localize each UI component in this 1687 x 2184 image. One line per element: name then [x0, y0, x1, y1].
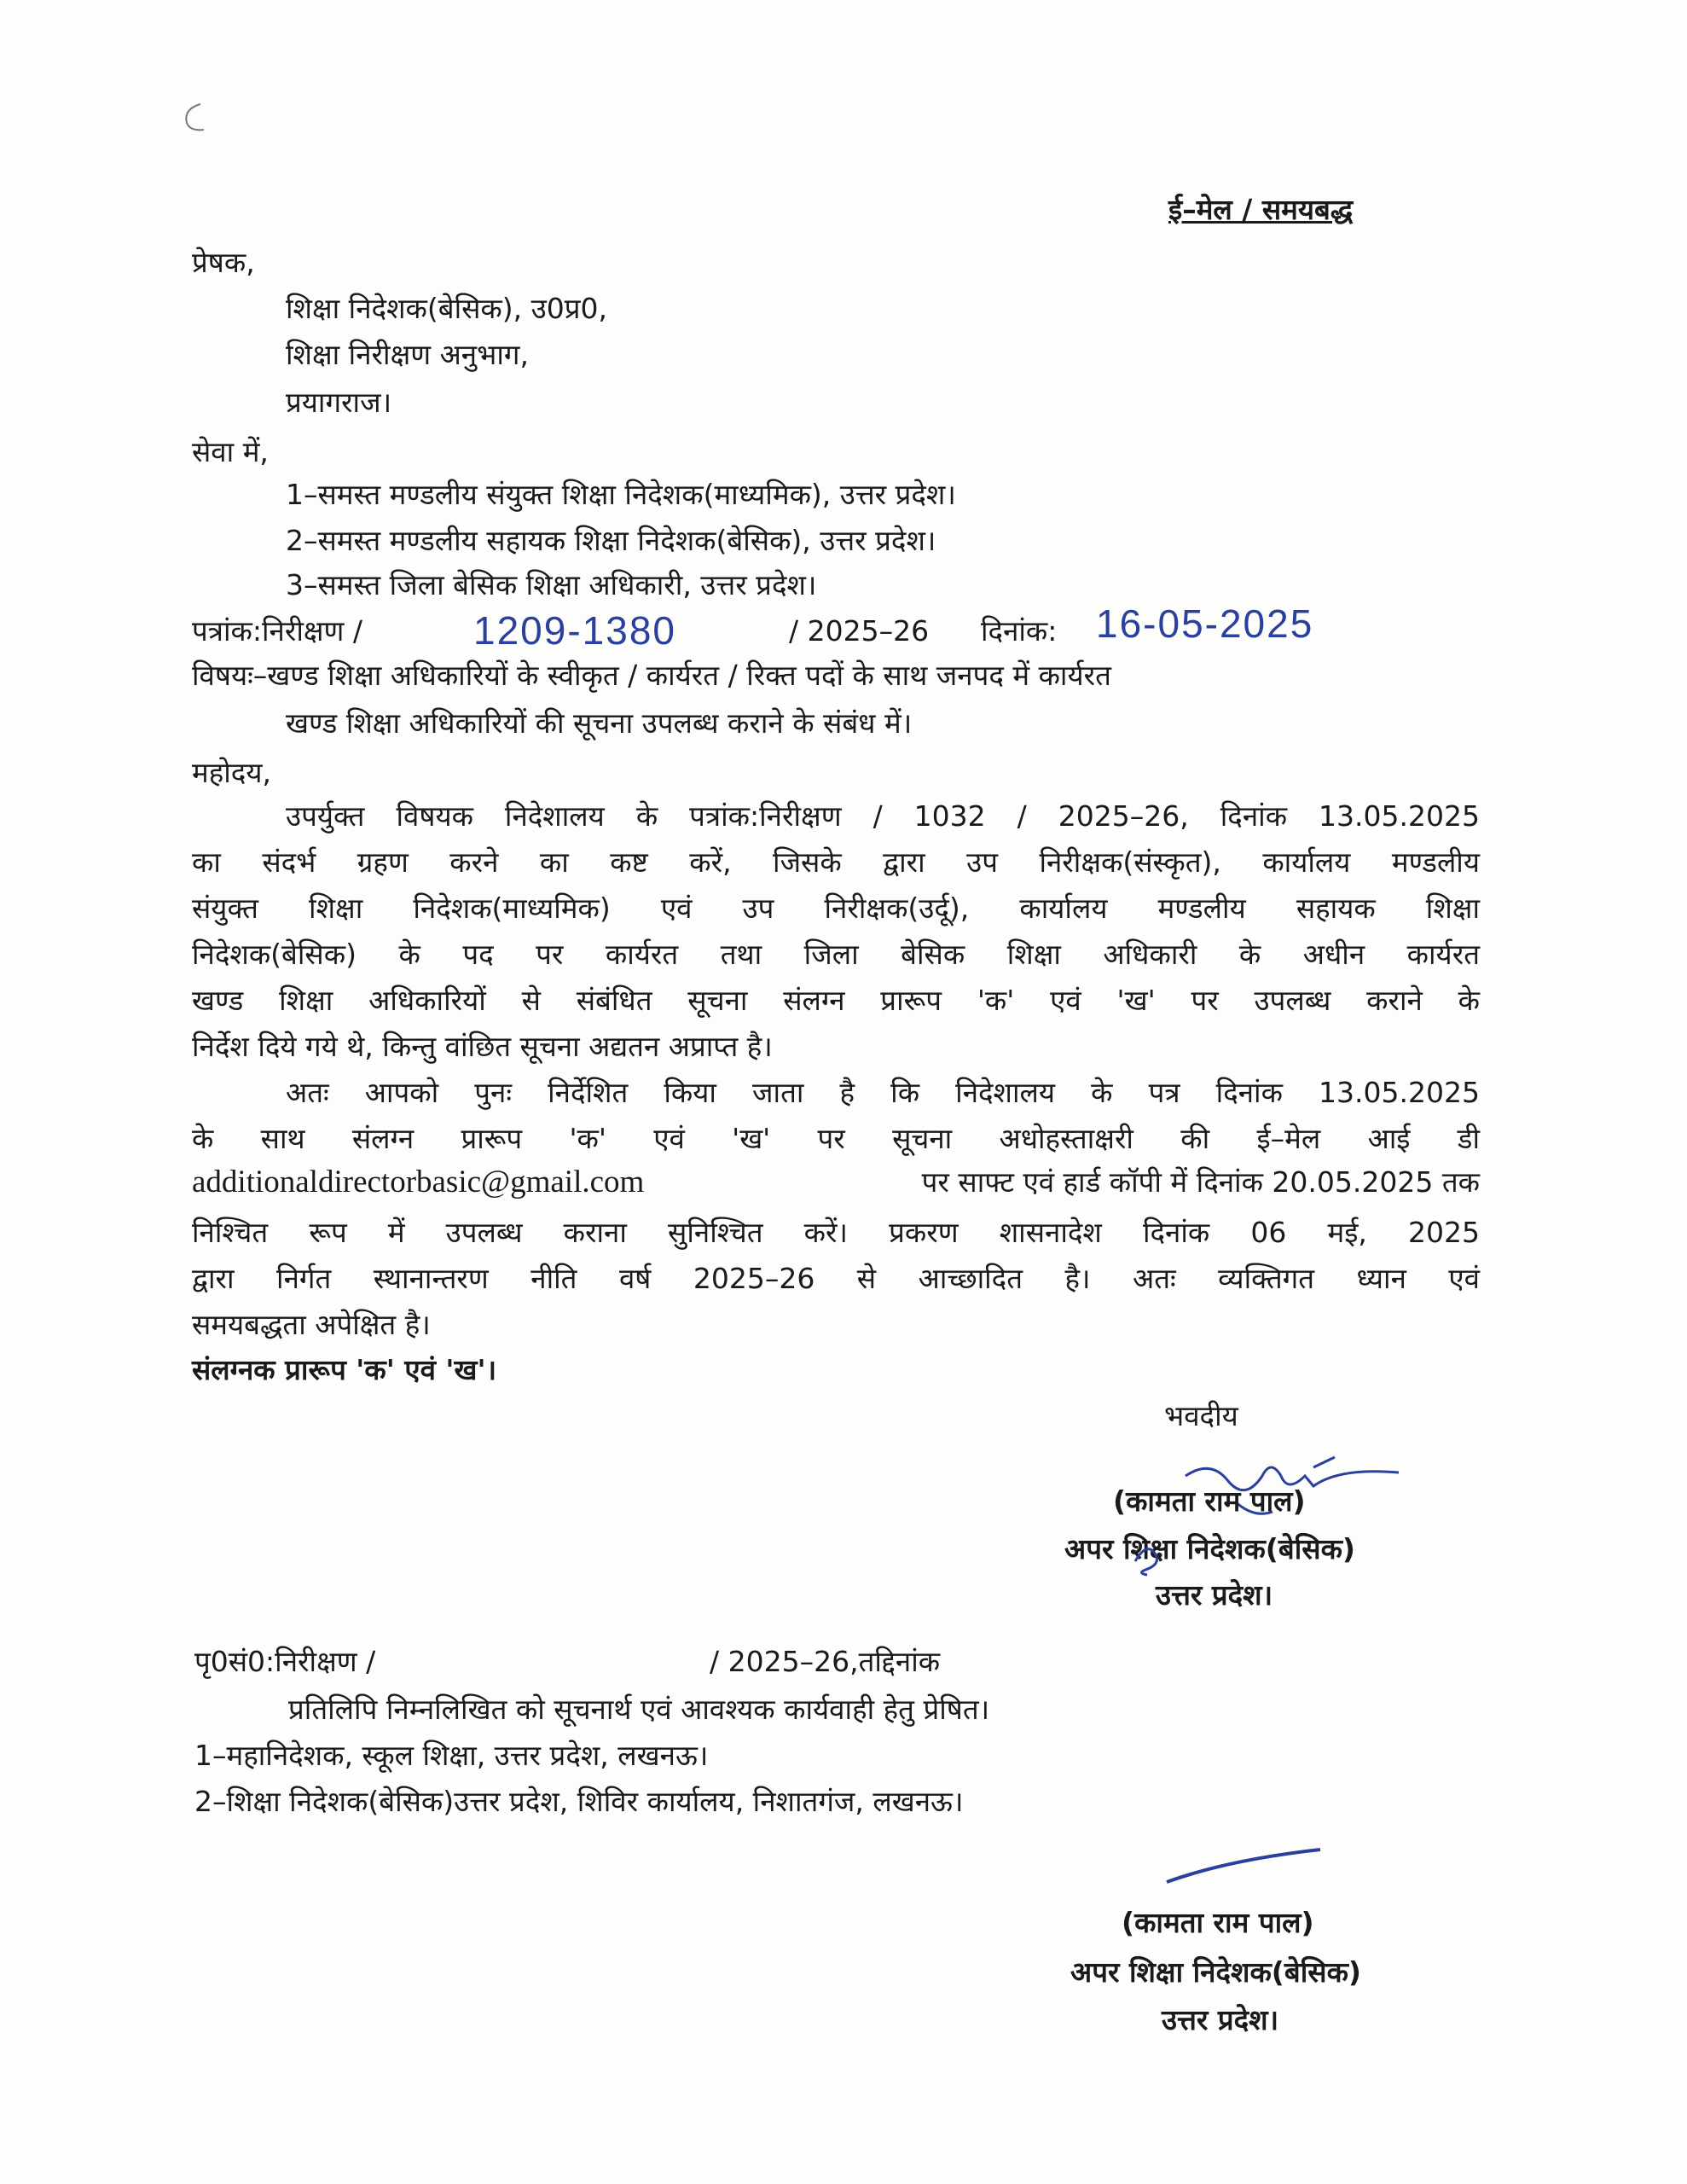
body-line: संयुक्त शिक्षा निदेशक(माध्यमिक) एवं उप निरीक्षक(उर्दू), कार्यालय मण्डलीय सहायक शिक्षा: [192, 892, 1480, 925]
endorsement-item: 2–शिक्षा निदेशक(बेसिक)उत्तर प्रदेश, शिविर कार्यालय, निशातगंज, लखनऊ।: [194, 1785, 964, 1818]
signatory-name: (कामता राम पाल): [1122, 1906, 1314, 1939]
recipient-item: 1–समस्त मण्डलीय संयुक्त शिक्षा निदेशक(माध्यमिक), उत्तर प्रदेश।: [286, 478, 956, 511]
body-line-email: [192, 1164, 1480, 1201]
salutation: महोदय,: [192, 756, 271, 789]
subject-line: विषयः–खण्ड शिक्षा अधिकारियों के स्वीकृत / कार्यरत / रिक्त पदों के साथ जनपद में कार्यरत: [192, 659, 1111, 692]
scan-mark: [175, 101, 209, 135]
sender-line: शिक्षा निरीक्षण अनुभाग,: [286, 338, 529, 371]
closing: भवदीय: [1164, 1399, 1238, 1432]
body-line: निर्देश दिये गये थे, किन्तु वांछित सूचना अद्यतन अप्राप्त है।: [192, 1030, 773, 1063]
subject-line: खण्ड शिक्षा अधिकारियों की सूचना उपलब्ध कराने के संबंध में।: [286, 706, 913, 740]
signatory-designation: अपर शिक्षा निदेशक(बेसिक): [1064, 1532, 1356, 1565]
recipient-item: 3–समस्त जिला बेसिक शिक्षा अधिकारी, उत्तर प्रदेश।: [286, 568, 817, 601]
sender-label: प्रेषक,: [192, 246, 255, 279]
ref-number-handwritten: 1209-1380: [473, 608, 676, 653]
initial-mark: [1130, 1536, 1164, 1578]
ref-date-label: दिनांक:: [981, 614, 1058, 648]
sender-line: प्रयागराज।: [286, 386, 392, 419]
signatory-state: उत्तर प्रदेश।: [1156, 1578, 1273, 1612]
endorsement-intro: प्रतिलिपि निम्नलिखित को सूचनार्थ एवं आवश्यक कार्यवाही हेतु प्रेषित।: [288, 1693, 990, 1726]
body-line: के साथ संलग्न प्रारूप 'क' एवं 'ख' पर सूचना अधोहस्ताक्षरी की ई–मेल आई डी: [192, 1122, 1480, 1155]
endorsement-ref-suffix: / 2025–26,तद्दिनांक: [710, 1645, 941, 1678]
recipients-label: सेवा में,: [192, 435, 269, 468]
recipient-item: 2–समस्त मण्डलीय सहायक शिक्षा निदेशक(बेसिक), उत्तर प्रदेश।: [286, 524, 936, 557]
email-address: additionaldirectorbasic@gmail.com: [192, 1165, 645, 1199]
endorsement-item: 1–महानिदेशक, स्कूल शिक्षा, उत्तर प्रदेश, लखनऊ।: [194, 1739, 709, 1772]
header-tag: ई–मेल / समयबद्ध: [1168, 193, 1354, 226]
body-text: पर साफ्ट एवं हार्ड कॉपी में दिनांक 20.05.2025 तक: [921, 1165, 1480, 1199]
body-line: उपर्युक्त विषयक निदेशालय के पत्रांक:निरीक्षण / 1032 / 2025–26, दिनांक 13.05.2025: [286, 799, 1480, 833]
signatory-name: (कामता राम पाल): [1113, 1484, 1306, 1518]
signatory-designation: अपर शिक्षा निदेशक(बेसिक): [1070, 1955, 1362, 1989]
sender-line: शिक्षा निदेशक(बेसिक), उ0प्र0,: [286, 292, 607, 325]
body-line: समयबद्धता अपेक्षित है।: [192, 1308, 431, 1341]
ref-date-handwritten: 16-05-2025: [1096, 601, 1314, 646]
body-line: खण्ड शिक्षा अधिकारियों से संबंधित सूचना संलग्न प्रारूप 'क' एवं 'ख' पर उपलब्ध कराने के: [192, 984, 1480, 1017]
signature-stroke: [1160, 1843, 1330, 1894]
body-line: निदेशक(बेसिक) के पद पर कार्यरत तथा जिला बेसिक शिक्षा अधिकारी के अधीन कार्यरत: [192, 938, 1480, 971]
ref-prefix: पत्रांक:निरीक्षण /: [192, 614, 363, 648]
body-line: अतः आपको पुनः निर्देशित किया जाता है कि निदेशालय के पत्र दिनांक 13.05.2025: [286, 1076, 1480, 1109]
signatory-state: उत्तर प्रदेश।: [1162, 2003, 1279, 2036]
ref-year: / 2025–26: [789, 614, 930, 648]
body-line: द्वारा निर्गत स्थानान्तरण नीति वर्ष 2025–26 से आच्छादित है। अतः व्यक्तिगत ध्यान एवं: [192, 1262, 1480, 1295]
body-line: निश्चित रूप में उपलब्ध कराना सुनिश्चित करें। प्रकरण शासनादेश दिनांक 06 मई, 2025: [192, 1216, 1480, 1249]
endorsement-ref-prefix: पृ0सं0:निरीक्षण /: [194, 1645, 376, 1678]
body-line: का संदर्भ ग्रहण करने का कष्ट करें, जिसके द्वारा उप निरीक्षक(संस्कृत), कार्यालय मण्डलीय: [192, 845, 1480, 879]
enclosure: संलग्नक प्रारूप 'क' एवं 'ख'।: [192, 1353, 497, 1386]
